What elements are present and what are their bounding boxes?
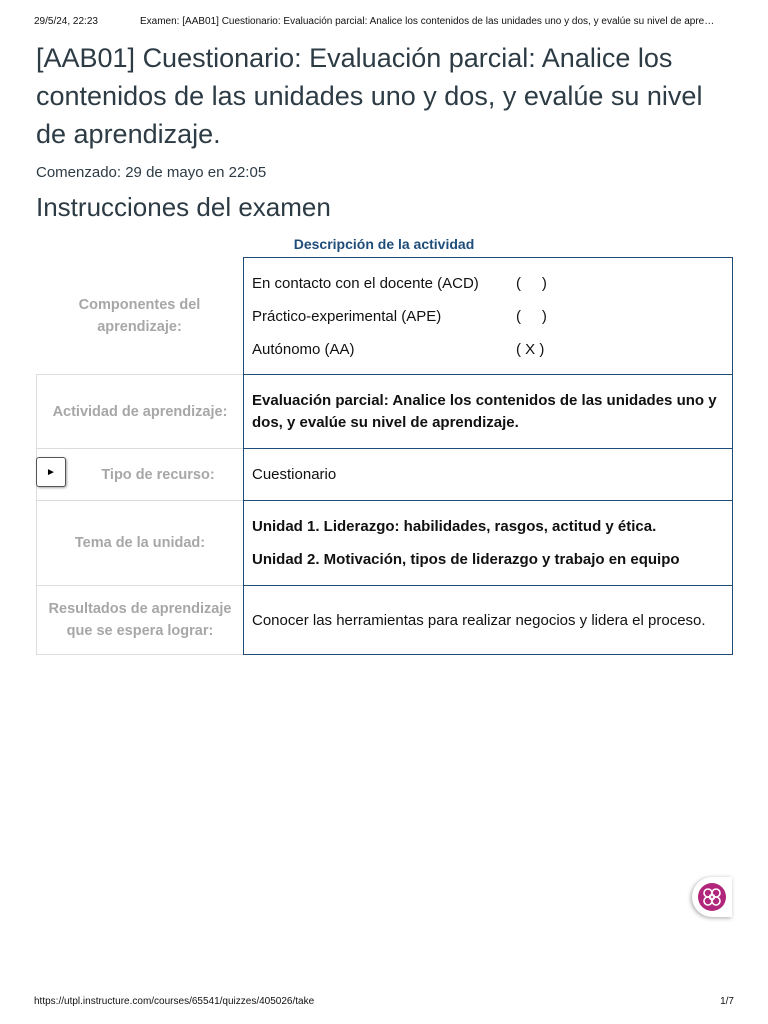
component-item <box>252 333 724 366</box>
resource-type-value <box>243 449 733 501</box>
print-url: https://utpl.instructure.com/courses/65541/quizzes/405026/take <box>34 996 315 1007</box>
print-page-number: 1/7 <box>720 996 734 1007</box>
page-title: [AAB01] Cuestionario: Evaluación parcial: Analice los contenidos de las unidades uno y dos, y evalúe su nivel de aprendizaje. <box>36 43 703 149</box>
section-title: Instrucciones del examen <box>36 192 331 222</box>
component-mark: ( X ) <box>516 340 545 358</box>
table-row-expected-results <box>36 586 733 655</box>
table-row-components <box>36 257 733 375</box>
table-row-unit-topic <box>36 501 733 586</box>
started-at: Comenzado: 29 de mayo en 22:05 <box>36 164 267 181</box>
component-mark: ( ) <box>516 307 547 325</box>
unit-topic-item: Unidad 1. Liderazgo: habilidades, rasgos, actitud y ética. <box>252 518 657 535</box>
components-label: Componentes del aprendizaje: <box>36 257 243 375</box>
table-row-resource-type <box>36 449 733 501</box>
print-timestamp: 29/5/24, 22:23 <box>34 16 98 27</box>
table-caption: Descripción de la actividad <box>293 236 475 252</box>
component-name: Práctico-experimental (APE) <box>252 307 442 325</box>
brain-icon <box>697 882 727 912</box>
activity-description-table <box>36 257 733 655</box>
activity-label: Actividad de aprendizaje: <box>36 375 243 449</box>
component-name: Autónomo (AA) <box>252 340 355 358</box>
expected-results-label: Resultados de aprendizaje que se espera lograr: <box>36 586 243 655</box>
component-item <box>252 300 724 333</box>
unit-topic-item: Unidad 2. Motivación, tipos de liderazgo y trabajo en equipo <box>252 551 680 568</box>
expected-results-text: Conocer las herramientas para realizar negocios y lidera el proceso. <box>252 611 706 629</box>
component-mark: ( ) <box>516 274 547 292</box>
play-button[interactable] <box>36 457 66 487</box>
component-name: En contacto con el docente (ACD) <box>252 274 479 292</box>
print-footer <box>34 996 734 1007</box>
component-item <box>252 267 724 300</box>
unit-topic-label: Tema de la unidad: <box>36 501 243 586</box>
print-document-title: Examen: [AAB01] Cuestionario: Evaluación parcial: Analice los contenidos de las unidades uno y dos, y evalúe su nivel de apre… <box>140 16 715 27</box>
activity-text: Evaluación parcial: Analice los contenidos de las unidades uno y dos, y evalúe su nivel de aprendizaje. <box>252 391 717 431</box>
table-row-activity <box>36 375 733 449</box>
expected-results-value <box>243 586 733 655</box>
unit-topic-value <box>243 501 733 586</box>
resource-type-text: Cuestionario <box>252 466 337 483</box>
assistant-button[interactable] <box>692 877 732 917</box>
resource-type-label: Tipo de recurso: <box>36 449 243 501</box>
play-triangle-icon: ► <box>46 466 56 478</box>
components-value <box>243 257 733 375</box>
activity-value <box>243 375 733 449</box>
